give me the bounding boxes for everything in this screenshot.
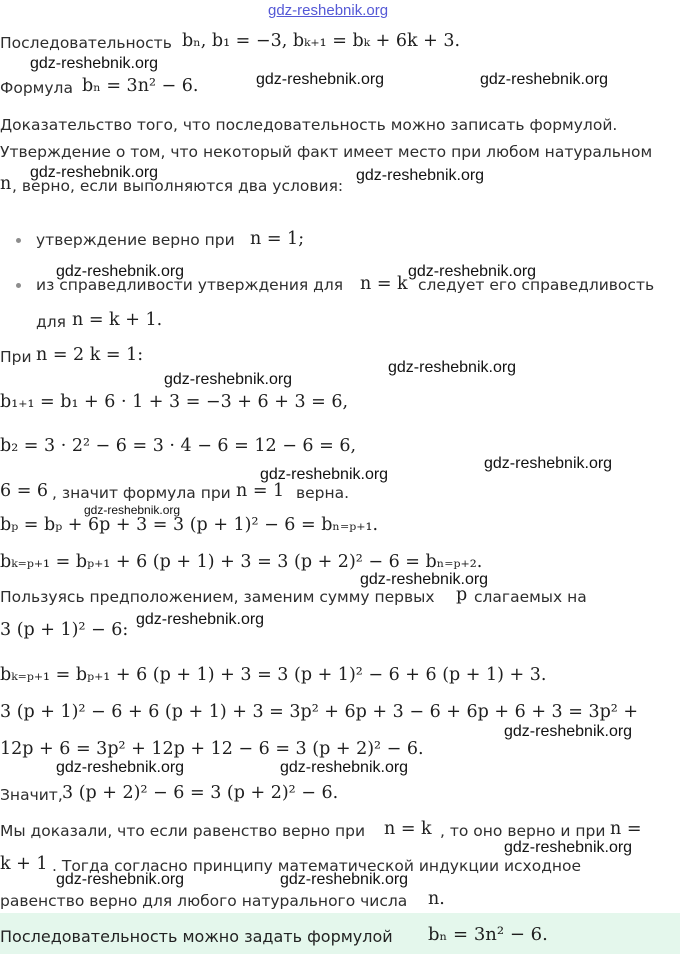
watermark: gdz-reshebnik.org [280, 759, 409, 776]
watermark: gdz-reshebnik.org [56, 263, 185, 280]
base-case-recurrence: b₁₊₁ = b₁ + 6 · 1 + 3 = −3 + 6 + 3 = 6, [0, 392, 349, 412]
watermark: gdz-reshebnik.org [56, 871, 185, 888]
header-watermark[interactable]: gdz-reshebnik.org [268, 2, 389, 19]
conclusion-final-text: равенство верно для любого натурального числа [0, 892, 408, 910]
conclusion-text-cont: , то оно верно и при [440, 822, 606, 840]
substitution-text-cont: слагаемых на [474, 588, 587, 606]
condition-step-text: из справедливости утверждения для [36, 276, 344, 294]
formula-claim: bₙ = 3n² − 6. [82, 76, 199, 96]
conclusion-formula-k1: k + 1 [0, 854, 48, 874]
sequence-intro-label: Последовательность [0, 34, 172, 52]
formula-label: Формула [0, 79, 73, 97]
watermark: gdz-reshebnik.org [30, 164, 159, 181]
watermark: gdz-reshebnik.org [504, 839, 633, 856]
conclusion-final-variable: n. [428, 889, 445, 909]
watermark: gdz-reshebnik.org [388, 359, 517, 376]
step-simplification-formula: 3 (p + 1)² − 6 + 6 (p + 1) + 3 = 3p² + 6p + 3 − 6 + 6p + 6 + 3 = 3p² + [0, 702, 639, 722]
base-case-label: При [0, 348, 32, 366]
watermark: gdz-reshebnik.org [56, 759, 185, 776]
step-simplification-formula-cont: 12p + 6 = 3p² + 12p + 12 − 6 = 3 (p + 2)² − 6. [0, 739, 424, 759]
watermark: gdz-reshebnik.org [280, 871, 409, 888]
condition-base-text: утверждение верно при [36, 231, 235, 249]
bullet-marker [16, 283, 21, 288]
watermark: gdz-reshebnik.org [408, 263, 537, 280]
answer-formula: bₙ = 3n² − 6. [428, 924, 548, 945]
base-case-conclusion: , значит формула при [52, 484, 231, 502]
substitution-expression: 3 (p + 1)² − 6: [0, 620, 129, 640]
sequence-definition-formula: bₙ, b₁ = −3, bₖ₊₁ = bₖ + 6k + 3. [182, 31, 461, 51]
watermark: gdz-reshebnik.org [480, 71, 609, 88]
induction-variable: n [0, 174, 12, 194]
watermark: gdz-reshebnik.org [356, 167, 485, 184]
condition-base-formula: n = 1; [250, 229, 305, 249]
watermark: gdz-reshebnik.org [504, 723, 633, 740]
condition-step-text-for: для [36, 313, 66, 331]
therefore-formula: 3 (p + 2)² − 6 = 3 (p + 2)² − 6. [62, 783, 339, 803]
induction-conditions-text: , верно, если выполняются два условия: [12, 177, 344, 195]
watermark: gdz-reshebnik.org [256, 71, 385, 88]
condition-step-formula: n = k [360, 274, 408, 294]
watermark: gdz-reshebnik.org [484, 455, 613, 472]
watermark: gdz-reshebnik.org [136, 611, 265, 628]
watermark: gdz-reshebnik.org [30, 55, 159, 72]
base-case-verdict: верна. [296, 484, 350, 502]
watermark: gdz-reshebnik.org [260, 466, 389, 483]
base-case-values: n = 2 k = 1: [36, 345, 144, 365]
therefore-label: Значит, [0, 786, 63, 804]
bullet-marker [16, 238, 21, 243]
answer-text: Последовательность можно задать формулой [0, 927, 393, 946]
substitution-variable: p [456, 585, 468, 605]
substitution-text: Пользуясь предположением, заменим сумму первых [0, 588, 435, 606]
base-case-equality: 6 = 6 [0, 481, 49, 501]
base-case-n-value: n = 1 [236, 481, 285, 501]
induction-principle-text: Утверждение о том, что некоторый факт имеет место при любом натуральном [0, 143, 653, 161]
conclusion-text: Мы доказали, что если равенство верно при [0, 822, 366, 840]
conclusion-formula-n: n = [610, 819, 642, 839]
watermark: gdz-reshebnik.org [360, 571, 489, 588]
conclusion-formula-k: n = k [384, 819, 432, 839]
watermark: gdz-reshebnik.org [164, 371, 293, 388]
hypothesis-formula: bₚ = bₚ + 6p + 3 = 3 (p + 1)² − 6 = bₙ₌ₚ₊₁. [0, 515, 379, 535]
base-case-formula-check: b₂ = 3 · 2² − 6 = 3 · 4 − 6 = 12 − 6 = 6, [0, 436, 357, 456]
condition-step-formula-next: n = k + 1. [72, 310, 163, 330]
condition-step-text-cont: следует его справедливость [418, 276, 655, 294]
step-target-formula: bₖ₌ₚ₊₁ = bₚ₊₁ + 6 (p + 1) + 3 = 3 (p + 2)² − 6 = bₙ₌ₚ₊₂. [0, 552, 483, 572]
conclusion-induction-text: . Тогда согласно принципу математической индукции исходное [52, 857, 582, 875]
watermark: gdz-reshebnik.org [84, 503, 181, 517]
proof-heading-text: Доказательство того, что последовательность можно записать формулой. [0, 116, 618, 134]
step-expansion-formula: bₖ₌ₚ₊₁ = bₚ₊₁ + 6 (p + 1) + 3 = 3 (p + 1)² − 6 + 6 (p + 1) + 3. [0, 665, 547, 685]
